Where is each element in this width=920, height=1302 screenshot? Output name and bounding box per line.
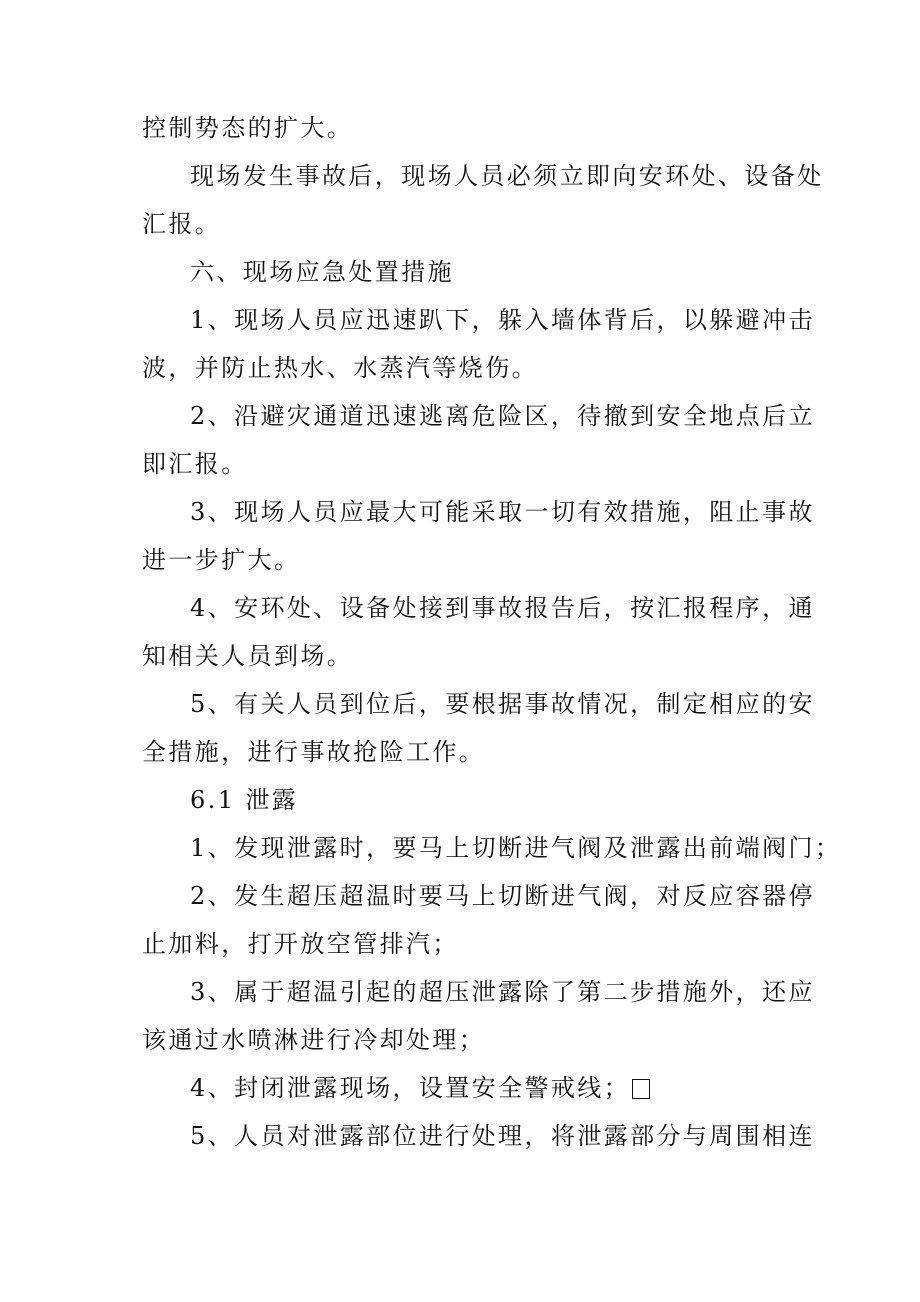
list-item: 3、属于超温引起的超压泄露除了第二步措施外，还应 (190, 978, 815, 1006)
subsection-heading: 6.1 泄露 (190, 786, 299, 814)
paragraph-line: 现场发生事故后，现场人员必须立即向安环处、设备处 (190, 162, 824, 190)
text-line: 全措施，进行事故抢险工作。 (142, 738, 486, 766)
text-line: 知相关人员到场。 (142, 642, 354, 670)
list-item: 1、现场人员应迅速趴下，躲入墙体背后，以躲避冲击 (190, 306, 815, 334)
list-item-with-box (190, 1073, 650, 1103)
list-item: 1、发现泄露时，要马上切断进气阀及泄露出前端阀门； (190, 834, 842, 862)
section-heading: 六、现场应急处置措施 (190, 258, 454, 286)
text-line: 该通过水喷淋进行冷却处理； (142, 1026, 486, 1054)
text-line: 控制势态的扩大。 (142, 114, 354, 142)
text-line: 即汇报。 (142, 450, 248, 478)
empty-box-symbol (632, 1079, 650, 1099)
list-item: 5、人员对泄露部位进行处理，将泄露部分与周围相连 (190, 1122, 815, 1150)
text-line: 汇报。 (142, 210, 222, 238)
list-item: 2、沿避灾通道迅速逃离危险区，待撤到安全地点后立 (190, 402, 815, 430)
list-item-text: 4、封闭泄露现场，设置安全警戒线； (190, 1074, 631, 1102)
list-item: 2、发生超压超温时要马上切断进气阀，对反应容器停 (190, 882, 815, 910)
list-item: 3、现场人员应最大可能采取一切有效措施，阻止事故 (190, 498, 815, 526)
text-line: 止加料，打开放空管排汽； (142, 930, 459, 958)
text-line: 波，并防止热水、水蒸汽等烧伤。 (142, 354, 538, 382)
text-line: 进一步扩大。 (142, 546, 301, 574)
list-item: 5、有关人员到位后，要根据事故情况，制定相应的安 (190, 690, 815, 718)
list-item: 4、安环处、设备处接到事故报告后，按汇报程序，通 (190, 594, 815, 622)
